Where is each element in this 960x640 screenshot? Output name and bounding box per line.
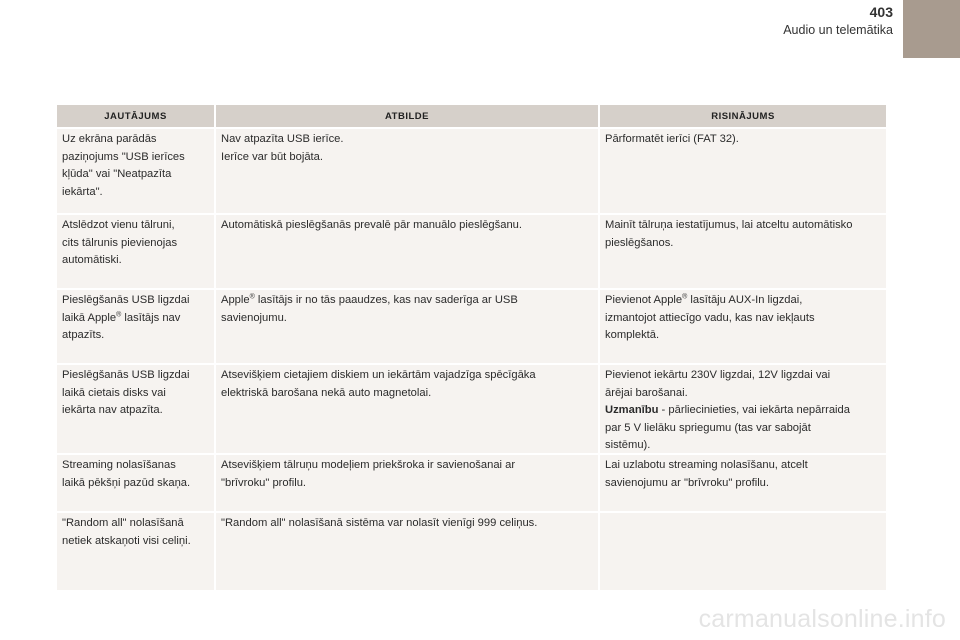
text-line: Pievienot iekārtu 230V ligzdai, 12V ligzdai vai — [605, 369, 831, 381]
text-line: izmantojot attiecīgo vadu, kas nav iekļauts — [605, 311, 815, 324]
table-row — [57, 215, 886, 288]
text-line — [62, 310, 209, 328]
text-fragment: lasītāju AUX-In ligzdai, — [687, 294, 803, 306]
text-fragment: Pievienot Apple — [605, 294, 683, 306]
page-number: 403 — [869, 4, 893, 20]
text-fragment: lasītājs ir no tās paaudzes, kas nav saderīga ar USB — [254, 294, 518, 306]
text-line: Atslēdzot vienu tālruni, — [62, 219, 175, 231]
solution-cell — [600, 129, 886, 213]
text-line: Lai uzlabotu streaming nolasīšanu, atcelt — [605, 459, 808, 471]
faq-table — [57, 105, 886, 592]
solution-cell — [600, 365, 886, 453]
text-line: "Random all" nolasīšanā sistēma var nolasīt vienīgi 999 celiņus. — [221, 517, 538, 529]
text-line: netiek atskaņoti visi celiņi. — [62, 534, 191, 547]
table-row — [57, 455, 886, 511]
text-line: Pārformatēt ierīci (FAT 32). — [605, 133, 739, 145]
text-line: savienojumu. — [221, 311, 287, 324]
answer-cell — [216, 290, 598, 363]
table-header-row — [57, 105, 886, 127]
text-line: komplektā. — [605, 329, 660, 341]
text-line: laikā pēkšņi pazūd skaņa. — [62, 476, 191, 489]
answer-cell — [216, 215, 598, 288]
solution-cell — [600, 215, 886, 288]
text-line: savienojumu ar "brīvroku" profilu. — [605, 476, 770, 489]
warning-label: Uzmanību — [605, 404, 659, 416]
text-line: atpazīts. — [62, 329, 105, 341]
table-row — [57, 290, 886, 363]
registered-mark: ® — [249, 293, 255, 301]
solution-cell — [600, 290, 886, 363]
question-cell — [57, 365, 214, 453]
registered-mark: ® — [682, 293, 688, 301]
solution-cell — [600, 513, 886, 590]
text-line: paziņojums "USB ierīces — [62, 150, 185, 163]
text-line: Atsevišķiem cietajiem diskiem un iekārtām vajadzīga spēcīgāka — [221, 369, 536, 381]
text-line: Automātiskā pieslēgšanās prevalē pār manuālo pieslēgšanu. — [221, 219, 523, 231]
text-line: pieslēgšanos. — [605, 236, 674, 249]
text-line: Nav atpazīta USB ierīce. — [221, 133, 344, 145]
text-line: cits tālrunis pievienojas — [62, 236, 178, 249]
answer-cell — [216, 513, 598, 590]
table-row — [57, 365, 886, 453]
text-line: automātiski. — [62, 254, 122, 266]
text-line: Pieslēgšanās USB ligzdai — [62, 294, 190, 306]
text-line — [221, 292, 593, 310]
text-line — [605, 292, 881, 310]
text-line: "Random all" nolasīšanā — [62, 517, 184, 529]
text-fragment: laikā Apple — [62, 311, 117, 324]
text-line: Atsevišķiem tālruņu modeļiem priekšroka ir savienošanai ar — [221, 459, 516, 471]
answer-cell — [216, 365, 598, 453]
text-line: par 5 V lielāku spriegumu (tas var sabojāt — [605, 421, 811, 434]
column-header-answer: ATBILDE — [216, 105, 598, 127]
text-line: iekārta nav atpazīta. — [62, 404, 163, 416]
text-fragment: - pārliecinieties, vai iekārta nepārraida — [658, 404, 850, 416]
text-line: sistēmu). — [605, 439, 651, 451]
question-cell — [57, 215, 214, 288]
column-header-question: JAUTĀJUMS — [57, 105, 214, 127]
text-line: elektriskā barošana nekā auto magnetolai. — [221, 386, 432, 399]
text-line: kļūda" vai "Neatpazīta — [62, 168, 172, 180]
registered-mark: ® — [116, 310, 122, 318]
solution-cell — [600, 455, 886, 511]
table-row — [57, 129, 886, 213]
text-line: Pieslēgšanās USB ligzdai — [62, 369, 190, 381]
table-row — [57, 513, 886, 590]
answer-cell — [216, 455, 598, 511]
question-cell — [57, 290, 214, 363]
text-line — [605, 402, 881, 420]
chapter-tab — [903, 0, 960, 58]
question-cell — [57, 513, 214, 590]
column-header-solution: RISINĀJUMS — [600, 105, 886, 127]
text-line: ārējai barošanai. — [605, 386, 688, 399]
section-title: Audio un telemātika — [783, 23, 893, 37]
text-line: "brīvroku" profilu. — [221, 476, 307, 489]
text-line: Uz ekrāna parādās — [62, 133, 157, 145]
text-fragment: Apple — [221, 294, 250, 306]
text-line: iekārta". — [62, 185, 103, 198]
text-line: Ierīce var būt bojāta. — [221, 150, 323, 163]
watermark: carmanualsonline.info — [698, 605, 946, 633]
question-cell — [57, 455, 214, 511]
text-line: Mainīt tālruņa iestatījumus, lai atceltu automātisko — [605, 219, 853, 231]
answer-cell — [216, 129, 598, 213]
text-line: Streaming nolasīšanas — [62, 459, 176, 471]
text-line: laikā cietais disks vai — [62, 386, 166, 399]
text-fragment: lasītājs nav — [121, 311, 181, 324]
question-cell — [57, 129, 214, 213]
